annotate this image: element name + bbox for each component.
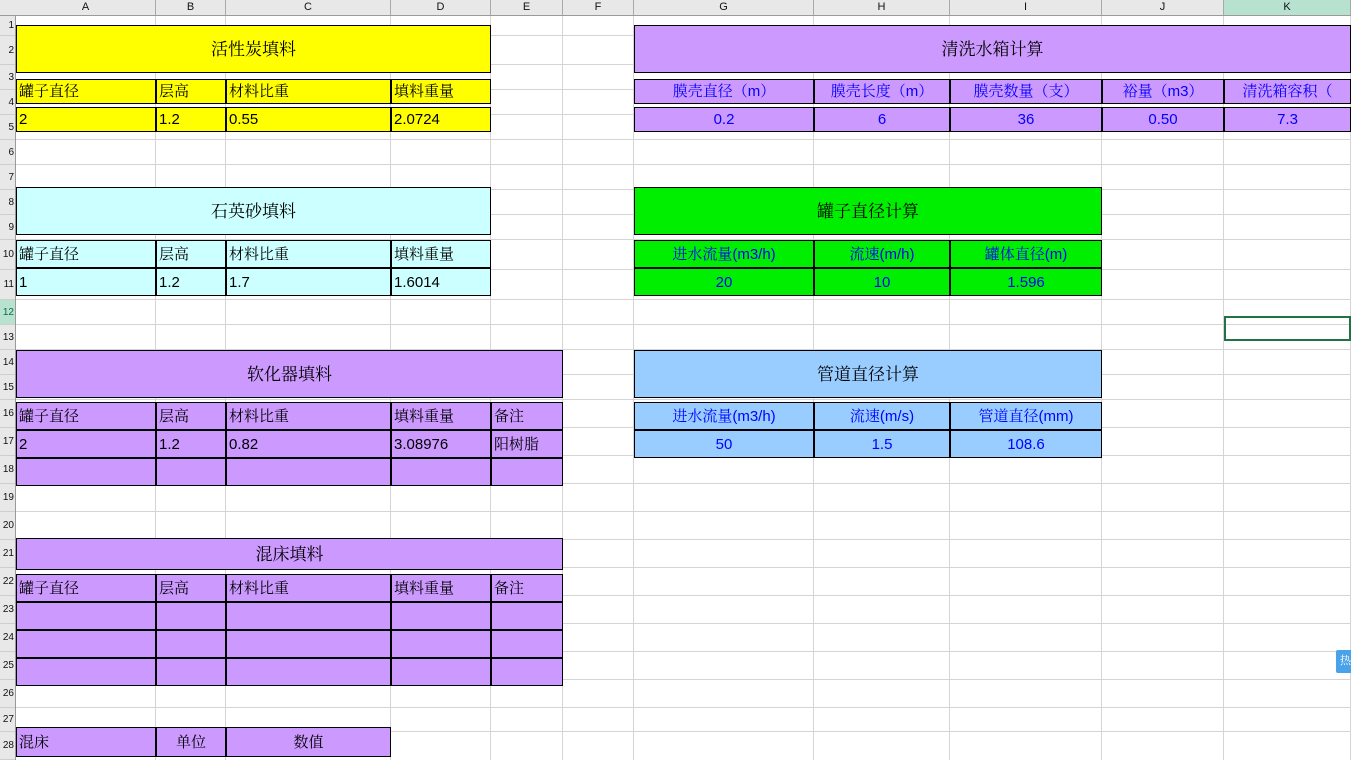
mixed-bed-header-weight: 填料重量 (391, 574, 491, 602)
row-header-18[interactable]: 18 (0, 456, 15, 484)
row-header-6[interactable]: 6 (0, 140, 15, 165)
floating-tool-badge[interactable]: 热 (1336, 650, 1351, 673)
tank-diameter-header-diameter: 罐体直径(m) (950, 240, 1102, 268)
row-header-15[interactable]: 15 (0, 375, 15, 400)
column-header-k[interactable]: K (1224, 0, 1351, 15)
wash-tank-header-shell-count: 膜壳数量（支） (950, 79, 1102, 104)
row-header-8[interactable]: 8 (0, 190, 15, 215)
mixed-bed-cell[interactable] (156, 658, 226, 686)
gridline-h (16, 511, 1351, 512)
column-header-strip[interactable] (0, 0, 1351, 16)
row-header-16[interactable]: 16 (0, 400, 15, 428)
wash-tank-value-shell-length[interactable]: 6 (814, 107, 950, 132)
row-header-13[interactable]: 13 (0, 325, 15, 350)
activated-carbon-header-height: 层高 (156, 79, 226, 104)
softener-header-diameter: 罐子直径 (16, 402, 156, 430)
softener-empty-weight[interactable] (391, 458, 491, 486)
tank-diameter-value-velocity[interactable]: 10 (814, 268, 950, 296)
wash-tank-value-shell-count[interactable]: 36 (950, 107, 1102, 132)
mixed-bed-cell[interactable] (16, 602, 156, 630)
gridline-h (16, 164, 1351, 165)
mixed-bed-cell[interactable] (16, 658, 156, 686)
row-header-7[interactable]: 7 (0, 165, 15, 190)
mixed-bed-detail-header-unit: 单位 (156, 727, 226, 757)
mixed-bed-detail-header-value: 数值 (226, 727, 391, 757)
activated-carbon-header-diameter: 罐子直径 (16, 79, 156, 104)
mixed-bed-header-density: 材料比重 (226, 574, 391, 602)
quartz-sand-value-weight[interactable]: 1.6014 (391, 268, 491, 296)
row-header-11[interactable]: 11 (0, 270, 15, 300)
quartz-sand-header-density: 材料比重 (226, 240, 391, 268)
wash-tank-value-margin[interactable]: 0.50 (1102, 107, 1224, 132)
mixed-bed-header-remark: 备注 (491, 574, 563, 602)
column-header-b[interactable]: B (156, 0, 226, 15)
row-header-24[interactable]: 24 (0, 624, 15, 652)
row-header-12[interactable]: 12 (0, 300, 15, 325)
activated-carbon-title: 活性炭填料 (16, 25, 491, 73)
quartz-sand-title: 石英砂填料 (16, 187, 491, 235)
mixed-bed-cell[interactable] (391, 658, 491, 686)
mixed-bed-cell[interactable] (156, 602, 226, 630)
column-header-c[interactable]: C (226, 0, 391, 15)
column-header-f[interactable]: F (563, 0, 634, 15)
softener-value-weight[interactable]: 3.08976 (391, 430, 491, 458)
wash-tank-header-shell-diameter: 膜壳直径（m） (634, 79, 814, 104)
mixed-bed-title: 混床填料 (16, 538, 563, 570)
mixed-bed-cell[interactable] (16, 630, 156, 658)
softener-header-density: 材料比重 (226, 402, 391, 430)
mixed-bed-header-height: 层高 (156, 574, 226, 602)
softener-empty-height[interactable] (156, 458, 226, 486)
row-header-4[interactable]: 4 (0, 90, 15, 115)
pipe-diameter-header-diameter: 管道直径(mm) (950, 402, 1102, 430)
softener-empty-diameter[interactable] (16, 458, 156, 486)
quartz-sand-value-density[interactable]: 1.7 (226, 268, 391, 296)
tank-diameter-header-velocity: 流速(m/h) (814, 240, 950, 268)
activated-carbon-value-height[interactable]: 1.2 (156, 107, 226, 132)
row-header-3[interactable]: 3 (0, 65, 15, 90)
wash-tank-header-shell-length: 膜壳长度（m） (814, 79, 950, 104)
mixed-bed-cell[interactable] (391, 630, 491, 658)
softener-empty-density[interactable] (226, 458, 391, 486)
row-header-20[interactable]: 20 (0, 512, 15, 540)
column-header-j[interactable]: J (1102, 0, 1224, 15)
activated-carbon-header-density: 材料比重 (226, 79, 391, 104)
quartz-sand-header-height: 层高 (156, 240, 226, 268)
column-header-h[interactable]: H (814, 0, 950, 15)
pipe-diameter-header-velocity: 流速(m/s) (814, 402, 950, 430)
mixed-bed-header-diameter: 罐子直径 (16, 574, 156, 602)
softener-header-remark: 备注 (491, 402, 563, 430)
pipe-diameter-value-flow[interactable]: 50 (634, 430, 814, 458)
mixed-bed-cell[interactable] (491, 658, 563, 686)
mixed-bed-cell[interactable] (226, 602, 391, 630)
row-header-23[interactable]: 23 (0, 596, 15, 624)
wash-tank-header-volume: 清洗箱容积（ (1224, 79, 1351, 104)
mixed-bed-detail-header-name: 混床 (16, 727, 156, 757)
row-header-28[interactable]: 28 (0, 732, 15, 760)
quartz-sand-header-diameter: 罐子直径 (16, 240, 156, 268)
tank-diameter-header-flow: 进水流量(m3/h) (634, 240, 814, 268)
activated-carbon-header-weight: 填料重量 (391, 79, 491, 104)
row-header-25[interactable]: 25 (0, 652, 15, 680)
row-header-5[interactable]: 5 (0, 115, 15, 140)
pipe-diameter-value-velocity[interactable]: 1.5 (814, 430, 950, 458)
quartz-sand-value-height[interactable]: 1.2 (156, 268, 226, 296)
pipe-diameter-header-flow: 进水流量(m3/h) (634, 402, 814, 430)
row-header-21[interactable]: 21 (0, 540, 15, 568)
activated-carbon-value-diameter[interactable]: 2 (16, 107, 156, 132)
gridline-h (16, 324, 1351, 325)
mixed-bed-cell[interactable] (226, 658, 391, 686)
softener-header-weight: 填料重量 (391, 402, 491, 430)
softener-value-density[interactable]: 0.82 (226, 430, 391, 458)
row-header-26[interactable]: 26 (0, 680, 15, 708)
column-header-e[interactable]: E (491, 0, 563, 15)
gridline-h (16, 707, 1351, 708)
row-header-strip[interactable] (0, 16, 16, 760)
mixed-bed-cell[interactable] (391, 602, 491, 630)
active-cell-k12[interactable] (1224, 316, 1351, 341)
softener-value-height[interactable]: 1.2 (156, 430, 226, 458)
softener-value-remark[interactable]: 阳树脂 (491, 430, 563, 458)
quartz-sand-value-diameter[interactable]: 1 (16, 268, 156, 296)
tank-diameter-title: 罐子直径计算 (634, 187, 1102, 235)
wash-tank-title: 清洗水箱计算 (634, 25, 1351, 73)
gridline-h (16, 399, 1351, 400)
column-header-d[interactable]: D (391, 0, 491, 15)
row-header-22[interactable]: 22 (0, 568, 15, 596)
activated-carbon-value-density[interactable]: 0.55 (226, 107, 391, 132)
column-header-g[interactable]: G (634, 0, 814, 15)
column-header-i[interactable]: I (950, 0, 1102, 15)
pipe-diameter-value-diameter[interactable]: 108.6 (950, 430, 1102, 458)
pipe-diameter-title: 管道直径计算 (634, 350, 1102, 398)
row-header-9[interactable]: 9 (0, 215, 15, 240)
row-header-27[interactable]: 27 (0, 708, 15, 732)
row-header-19[interactable]: 19 (0, 484, 15, 512)
gridline-h (16, 299, 1351, 300)
row-header-2[interactable]: 2 (0, 36, 15, 65)
mixed-bed-cell[interactable] (156, 630, 226, 658)
wash-tank-header-margin: 裕量（m3） (1102, 79, 1224, 104)
tank-diameter-value-flow[interactable]: 20 (634, 268, 814, 296)
row-header-17[interactable]: 17 (0, 428, 15, 456)
softener-value-diameter[interactable]: 2 (16, 430, 156, 458)
row-header-10[interactable]: 10 (0, 240, 15, 270)
quartz-sand-header-weight: 填料重量 (391, 240, 491, 268)
column-header-a[interactable]: A (16, 0, 156, 15)
row-header-1[interactable]: 1 (0, 16, 15, 36)
softener-empty-remark[interactable] (491, 458, 563, 486)
gridline-h (16, 139, 1351, 140)
tank-diameter-value-diameter[interactable]: 1.596 (950, 268, 1102, 296)
wash-tank-value-volume[interactable]: 7.3 (1224, 107, 1351, 132)
softener-title: 软化器填料 (16, 350, 563, 398)
wash-tank-value-shell-diameter[interactable]: 0.2 (634, 107, 814, 132)
row-header-14[interactable]: 14 (0, 350, 15, 375)
activated-carbon-value-weight[interactable]: 2.0724 (391, 107, 491, 132)
mixed-bed-cell[interactable] (226, 630, 391, 658)
mixed-bed-cell[interactable] (491, 602, 563, 630)
mixed-bed-cell[interactable] (491, 630, 563, 658)
softener-header-height: 层高 (156, 402, 226, 430)
